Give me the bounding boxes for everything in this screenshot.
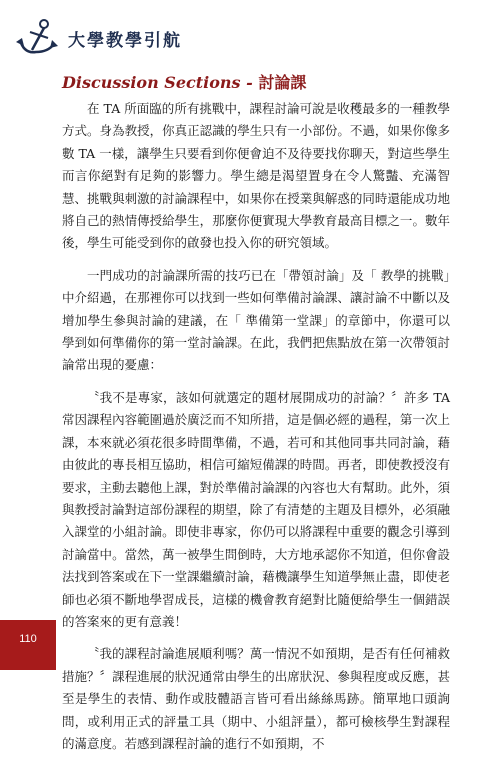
page-number: 110 xyxy=(19,633,37,645)
book-header xyxy=(14,16,214,60)
paragraph-3: 〝我不是專家，該如何就選定的題材展開成功的討論？〞許多 TA 常因課程內容範圍過於廣泛而不知所措，這是個必經的過程，第一次上課，本來就必須花很多時間準備，不過，若可和其他同事共同討論，藉由彼此的專長相互協助，相信可縮短備課的時間。再者，即使教授沒有要求，主動去聽他上課，對於準備討論課的內容也大有幫助。此外，須與教授討論對這部份課程的期望，除了有清楚的主題及目標外，必須融入課堂的小組討論。即使非專家，你仍可以將課程中重要的觀念引導到討論當中。當然，萬一被學生問倒時，大方地承認你不知道，但你會設法找到答案或在下一堂課繼續討論，藉機讓學生知道學無止盡，即使老師也必須不斷地學習成長，這樣的機會教育絕對比隨便給學生一個錯誤的答案來的更有意義！ xyxy=(62,389,450,629)
paragraph-2: 一門成功的討論課所需的技巧已在「帶領討論」及「 教學的挑戰」中介紹過，在那裡你可以找到一些如何準備討論課、讓討論不中斷以及增加學生參與討論的建議，在「 準備第一堂課」的章節中，你還可以學到如何準備你的第一堂討論課。在此，我們把焦點放在第一次帶領討論常出現的憂慮： xyxy=(62,267,450,373)
paragraph-4: 〝我的課程討論進展順利嗎？萬一情況不如預期，是否有任何補救措施？〞課程進展的狀況通常由學生的出席狀況、參與程度或反應，甚至是學生的表情、動作或肢體語言皆可看出絲絲馬跡。簡單地口頭詢問，或利用正式的評量工具（期中、小組評量），都可檢核學生對課程的滿意度。若感到課程討論的進行不如預期，不 xyxy=(62,646,450,751)
page-number-tab xyxy=(0,620,56,670)
section-title-en: Discussion Sections - xyxy=(62,73,253,92)
body-text xyxy=(62,98,450,765)
section-title-zh: 討論課 xyxy=(258,73,307,92)
anchor-icon xyxy=(14,16,60,56)
paragraph-1: 在 TA 所面臨的所有挑戰中，課程討論可說是收穫最多的一種教學方式。身為教授，你真正認識的學生只有一小部份。不過，如果你像多數 TA 一樣，讓學生只要看到你便會迫不及待要找你聊天，對這些學生而言你絕對有足夠的影響力。學生總是渴望置身在令人驚豔、充滿智慧、挑戰與刺激的討論課程中，如果你在授業與解惑的同時還能成功地將自己的熱情傳授給學生，那麼你便實現大學教育最高目標之一。數年後，學生可能受到你的啟發也投入你的研究領域。 xyxy=(62,101,450,251)
section-title xyxy=(62,70,306,93)
book-title: 大學教學引航 xyxy=(68,31,182,51)
